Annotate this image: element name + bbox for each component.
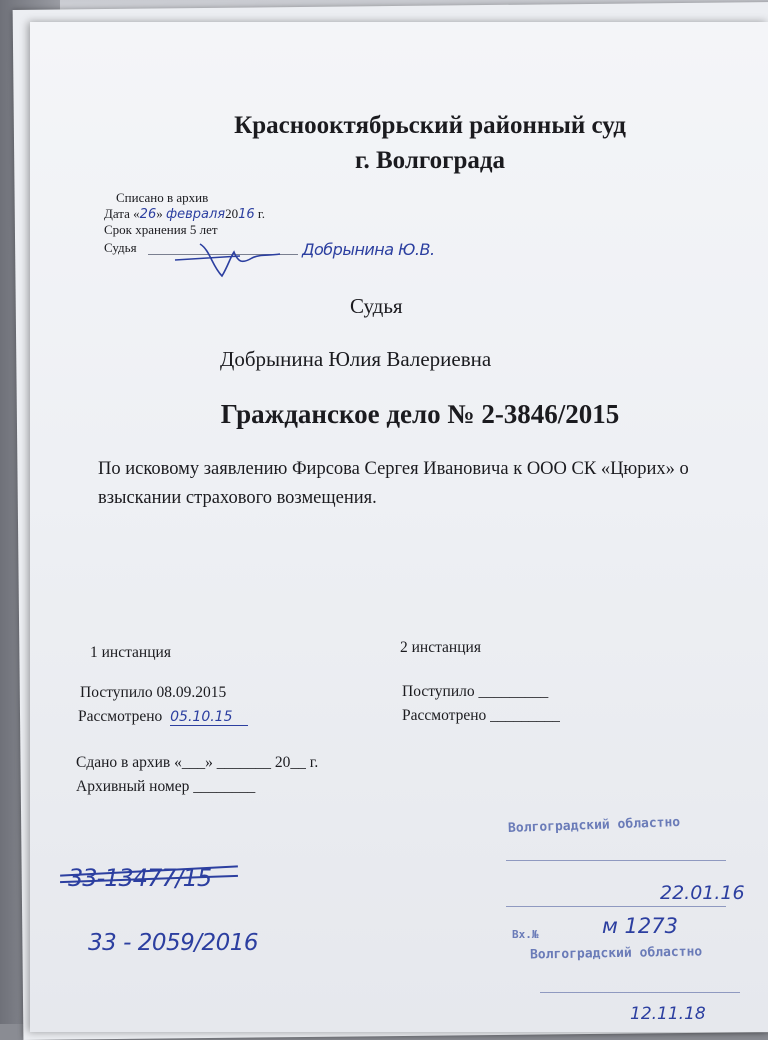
judge-label: Судья bbox=[350, 294, 403, 318]
court-name-line1: Краснооктябрьский районный суд bbox=[234, 112, 626, 139]
instance2-reviewed: Рассмотрено _________ bbox=[402, 707, 560, 724]
archive-written-off: Списано в архив bbox=[116, 190, 209, 205]
document-sheet bbox=[30, 22, 768, 1032]
crossed-case-number: 33-13477/15 bbox=[68, 864, 212, 892]
archive-number: Архивный номер ________ bbox=[76, 778, 256, 795]
judge-handwritten-name: Добрынина Ю.В. bbox=[302, 240, 435, 259]
date-year: 16 bbox=[238, 207, 255, 222]
stamp-in-number: м 1273 bbox=[602, 914, 678, 938]
stamp-date-bottom: 12.11.18 bbox=[630, 1004, 706, 1024]
date-day: 26 bbox=[139, 207, 157, 222]
date-month: февраля bbox=[165, 207, 226, 222]
date-mid: » bbox=[156, 206, 163, 221]
date-year-prefix: 20 bbox=[225, 206, 239, 221]
court-name-line2: г. Волгограда bbox=[354, 147, 506, 174]
instance1-received: Поступило 08.09.2015 bbox=[80, 684, 227, 701]
stamp-line-c bbox=[540, 992, 740, 993]
reviewed-date: 05.10.15 bbox=[170, 709, 248, 726]
archive-submitted: Сдано в архив «___» _______ 20__ г. bbox=[76, 754, 319, 771]
date-suffix: г. bbox=[257, 206, 266, 221]
stamp-line-b bbox=[506, 906, 726, 907]
archive-date bbox=[104, 206, 265, 222]
case-description: По исковому заявлению Фирсова Сергея Ивановича к ООО СК «Цюрих» о взыскании страхового возмещения. bbox=[98, 459, 689, 508]
archive-judge-label: Судья bbox=[104, 240, 137, 255]
case-title: Гражданское дело № 2-3846/2015 bbox=[220, 399, 620, 429]
instance1-reviewed bbox=[78, 708, 248, 726]
judge-name: Добрынина Юлия Валериевна bbox=[220, 347, 492, 371]
stamp-line-a bbox=[506, 860, 726, 861]
stamp-top-line: Волгоградский областно bbox=[507, 814, 681, 837]
judge-signature bbox=[170, 236, 290, 282]
stamp-bottom-line: Волгоградский областно bbox=[529, 944, 703, 963]
stamp-date-handwritten: 22.01.16 bbox=[660, 882, 745, 904]
instance1-heading: 1 инстанция bbox=[90, 644, 171, 661]
instance2-heading: 2 инстанция bbox=[400, 639, 481, 656]
stamp-in-label: Вх.№ bbox=[512, 928, 539, 941]
storage-period: Срок хранения 5 лет bbox=[104, 222, 218, 237]
date-prefix: Дата « bbox=[104, 206, 140, 221]
reviewed-label: Рассмотрено bbox=[78, 708, 163, 725]
current-case-number: 33 - 2059/2016 bbox=[88, 930, 259, 956]
instance2-received: Поступило _________ bbox=[402, 683, 549, 700]
